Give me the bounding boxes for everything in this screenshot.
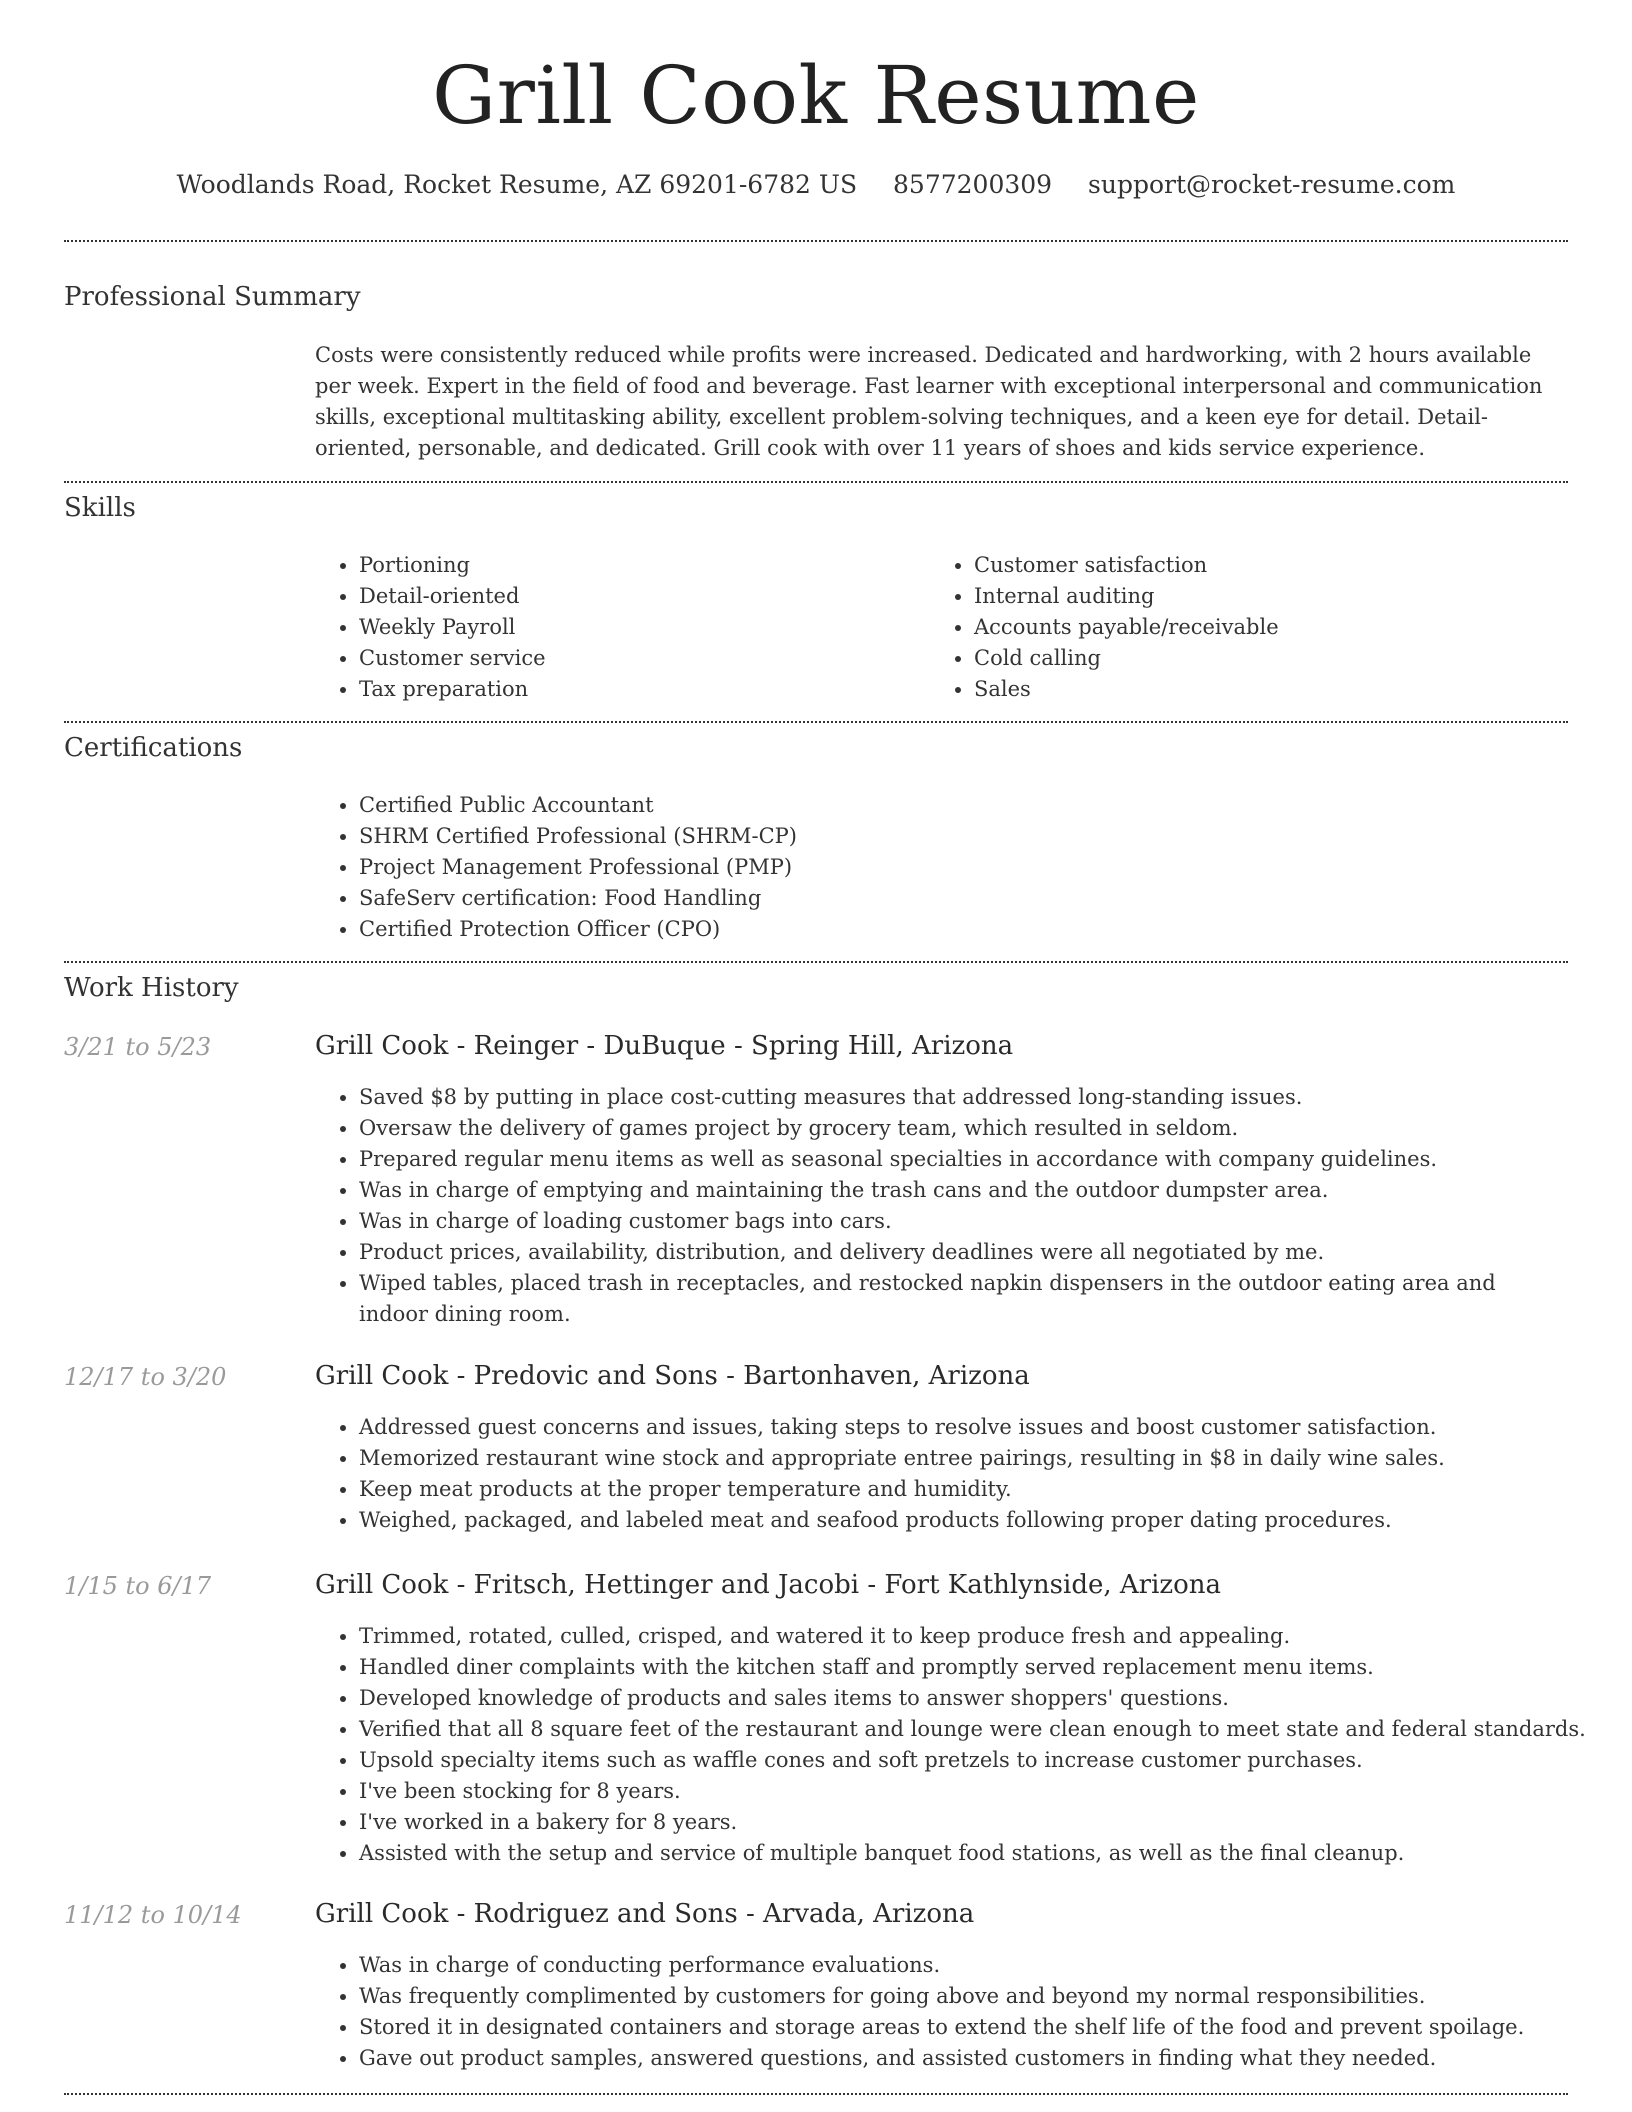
list-item: • Was frequently complimented by customers for going above and beyond my normal responsibilities. [359, 1981, 1599, 2012]
contact-phone: 8577200309 [893, 170, 1053, 199]
certifications-list [315, 790, 1559, 945]
skills-list-left [315, 550, 919, 705]
list-item: • Certified Public Accountant [359, 790, 1559, 821]
list-item: • Upsold specialty items such as waffle cones and soft pretzels to increase customer purchases. [359, 1745, 1599, 1776]
job-title: Grill Cook - Reinger - DuBuque - Spring Hill, Arizona [315, 1031, 1014, 1061]
section-divider [64, 2093, 1568, 2095]
work-history-heading: Work History [64, 973, 239, 1003]
section-divider [64, 721, 1568, 723]
list-item: • Product prices, availability, distribution, and delivery deadlines were all negotiated by me. [359, 1237, 1569, 1268]
list-item: • Wiped tables, placed trash in receptacles, and restocked napkin dispensers in the outdoor eating area and indoor dining room. [359, 1268, 1569, 1330]
list-item: • Weighed, packaged, and labeled meat and seafood products following proper dating procedures. [359, 1505, 1569, 1536]
list-item: • Project Management Professional (PMP) [359, 852, 1559, 883]
summary-text: Costs were consistently reduced while profits were increased. Dedicated and hardworking, with 2 hours available per week. Expert in the field of food and beverage. Fast learner with exceptional interpersonal and communication skills, exceptional multitasking ability, excellent problem-solving techniques, and a keen eye for detail. Detail-oriented, personable, and dedicated. Grill cook with over 11 years of shoes and kids service experience. [315, 343, 1543, 460]
skills-heading: Skills [64, 493, 136, 523]
list-item: • Certified Protection Officer (CPO) [359, 914, 1559, 945]
list-item: • Stored it in designated containers and storage areas to extend the shelf life of the food and prevent spoilage. [359, 2012, 1599, 2043]
job-dates: 12/17 to 3/20 [64, 1363, 227, 1391]
job-title: Grill Cook - Predovic and Sons - Bartonhaven, Arizona [315, 1361, 1030, 1391]
list-item: • Accounts payable/receivable [974, 612, 1574, 643]
list-item: • I've worked in a bakery for 8 years. [359, 1807, 1599, 1838]
list-item: • Customer satisfaction [974, 550, 1574, 581]
job-bullets [315, 1082, 1569, 1330]
list-item: • Cold calling [974, 643, 1574, 674]
job-title: Grill Cook - Fritsch, Hettinger and Jacobi - Fort Kathlynside, Arizona [315, 1570, 1222, 1600]
section-divider [64, 961, 1568, 963]
list-item: • I've been stocking for 8 years. [359, 1776, 1599, 1807]
list-item: • Handled diner complaints with the kitchen staff and promptly served replacement menu items. [359, 1652, 1599, 1683]
skills-list-right [930, 550, 1574, 705]
list-item: • Was in charge of loading customer bags into cars. [359, 1206, 1569, 1237]
list-item: • Customer service [359, 643, 919, 674]
list-item: • Weekly Payroll [359, 612, 919, 643]
list-item: • Oversaw the delivery of games project by grocery team, which resulted in seldom. [359, 1113, 1569, 1144]
list-item: • Tax preparation [359, 674, 919, 705]
section-divider [64, 240, 1568, 242]
job-dates: 1/15 to 6/17 [64, 1572, 212, 1600]
list-item: • Gave out product samples, answered questions, and assisted customers in finding what they needed. [359, 2043, 1599, 2074]
job-dates: 11/12 to 10/14 [64, 1901, 242, 1929]
certifications-heading: Certifications [64, 733, 243, 763]
contact-email: support@rocket-resume.com [1088, 170, 1456, 199]
list-item: • Sales [974, 674, 1574, 705]
list-item: • Was in charge of emptying and maintaining the trash cans and the outdoor dumpster area. [359, 1175, 1569, 1206]
list-item: • Saved $8 by putting in place cost-cutting measures that addressed long-standing issues. [359, 1082, 1569, 1113]
job-bullets [315, 1412, 1569, 1536]
resume-title: Grill Cook Resume [432, 49, 1200, 142]
job-bullets [315, 1621, 1599, 1869]
section-divider [64, 481, 1568, 483]
list-item: • Keep meat products at the proper temperature and humidity. [359, 1474, 1569, 1505]
list-item: • Assisted with the setup and service of multiple banquet food stations, as well as the final cleanup. [359, 1838, 1599, 1869]
job-bullets [315, 1950, 1599, 2074]
list-item: • Memorized restaurant wine stock and appropriate entree pairings, resulting in $8 in daily wine sales. [359, 1443, 1569, 1474]
summary-heading: Professional Summary [64, 282, 361, 312]
list-item: • Trimmed, rotated, culled, crisped, and watered it to keep produce fresh and appealing. [359, 1621, 1599, 1652]
list-item: • Detail-oriented [359, 581, 919, 612]
contact-line [0, 170, 1632, 199]
contact-address: Woodlands Road, Rocket Resume, AZ 69201-6782 US [176, 170, 858, 199]
list-item: • Portioning [359, 550, 919, 581]
list-item: • Addressed guest concerns and issues, taking steps to resolve issues and boost customer satisfaction. [359, 1412, 1569, 1443]
list-item: • SHRM Certified Professional (SHRM-CP) [359, 821, 1559, 852]
list-item: • Developed knowledge of products and sales items to answer shoppers' questions. [359, 1683, 1599, 1714]
list-item: • SafeServ certification: Food Handling [359, 883, 1559, 914]
list-item: • Was in charge of conducting performance evaluations. [359, 1950, 1599, 1981]
list-item: • Verified that all 8 square feet of the restaurant and lounge were clean enough to meet state and federal standards. [359, 1714, 1599, 1745]
job-dates: 3/21 to 5/23 [64, 1033, 212, 1061]
list-item: • Prepared regular menu items as well as seasonal specialties in accordance with company guidelines. [359, 1144, 1569, 1175]
job-title: Grill Cook - Rodriguez and Sons - Arvada, Arizona [315, 1899, 975, 1929]
list-item: • Internal auditing [974, 581, 1574, 612]
